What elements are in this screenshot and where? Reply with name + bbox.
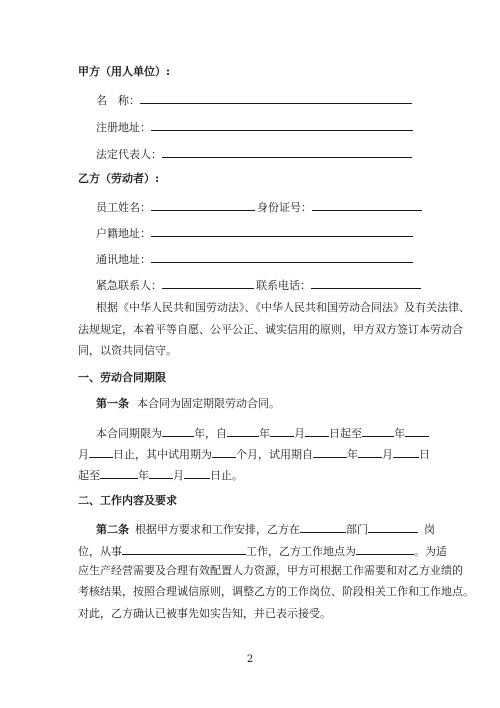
- term-text: 个月，试用期自: [236, 448, 313, 461]
- party-b-household-row: [96, 224, 413, 241]
- article-2-line-4: 考核结果，按照合理诚信原则，调整乙方的工作岗位、阶段相关工作和工作地点。: [78, 585, 474, 598]
- term-text: 本合同期限为: [96, 427, 162, 440]
- term-line-1: [96, 424, 429, 441]
- probation-start-day-blank[interactable]: [393, 445, 419, 458]
- term-text: 日: [419, 448, 430, 461]
- party-b-phone-blank[interactable]: [311, 276, 421, 289]
- term-text: 年: [347, 448, 358, 461]
- term-line-2: [78, 445, 430, 462]
- party-b-name-label: 员工姓名：: [96, 201, 151, 214]
- party-a-rep-blank[interactable]: [162, 145, 412, 158]
- party-b-emergency-blank[interactable]: [162, 276, 254, 289]
- party-a-address-label: 注册地址：: [96, 121, 151, 134]
- end-day-blank[interactable]: [89, 445, 113, 458]
- party-b-mail-blank[interactable]: [151, 250, 413, 263]
- article-2-line-2: [78, 542, 447, 559]
- term-years-blank[interactable]: [162, 424, 194, 437]
- party-b-phone-label: 联系电话：: [256, 279, 311, 292]
- department-blank[interactable]: [300, 520, 346, 533]
- party-b-name-row: [96, 198, 422, 215]
- article-2-text: 。为适: [414, 545, 447, 558]
- party-a-rep-label: 法定代表人：: [96, 148, 162, 161]
- intro-line-1: 根据《中华人民共和国劳动法》、《中华人民共和国劳动合同法》及有关法律、: [96, 301, 470, 314]
- article-2-text: 岗: [424, 523, 435, 536]
- article-2-label: 第二条: [96, 523, 129, 536]
- probation-months-blank[interactable]: [212, 445, 236, 458]
- probation-end-month-blank[interactable]: [149, 466, 173, 479]
- party-b-mail-label: 通讯地址：: [96, 253, 151, 266]
- term-text: 年，自: [194, 427, 227, 440]
- party-a-address-blank[interactable]: [151, 118, 413, 131]
- term-text: 起至: [78, 469, 100, 482]
- article-1-label: 第一条: [96, 397, 129, 410]
- party-b-id-label: 身份证号：: [257, 201, 312, 214]
- party-a-name-row: [96, 91, 412, 108]
- term-text: 日起至: [329, 427, 362, 440]
- term-text: 月: [294, 427, 305, 440]
- page-number: 2: [246, 654, 254, 665]
- party-b-mail-row: [96, 250, 413, 267]
- party-a-name-label: 名 称：: [96, 94, 140, 107]
- probation-start-year-blank[interactable]: [313, 445, 347, 458]
- term-text: 日止，其中试用期为: [113, 448, 212, 461]
- party-b-household-blank[interactable]: [151, 224, 413, 237]
- party-b-emergency-label: 紧急联系人：: [96, 279, 162, 292]
- term-text: 年: [138, 469, 149, 482]
- section-1-heading: 一、劳动合同期限: [78, 371, 166, 384]
- article-2-text: 部门: [346, 523, 368, 536]
- end-month-blank-a[interactable]: [405, 424, 429, 437]
- start-year-blank[interactable]: [227, 424, 259, 437]
- probation-end-day-blank[interactable]: [184, 466, 210, 479]
- party-b-emergency-row: [96, 276, 421, 293]
- intro-line-3: 同，以资共同信守。: [78, 344, 177, 357]
- article-2-text: 根据甲方要求和工作安排，乙方在: [135, 523, 300, 536]
- probation-start-month-blank[interactable]: [358, 445, 382, 458]
- section-2-heading: 二、工作内容及要求: [78, 494, 177, 507]
- article-1-text: 本合同为固定期限劳动合同。: [137, 397, 280, 410]
- term-text: 年: [394, 427, 405, 440]
- position-blank[interactable]: [368, 520, 418, 533]
- party-b-name-blank[interactable]: [151, 198, 255, 211]
- party-a-address-row: [96, 118, 413, 135]
- job-duty-blank[interactable]: [122, 542, 246, 555]
- start-day-blank[interactable]: [305, 424, 329, 437]
- term-line-3: [78, 466, 243, 483]
- article-2-line-1: [96, 520, 435, 537]
- term-text: 月: [78, 448, 89, 461]
- work-location-blank[interactable]: [356, 542, 414, 555]
- probation-end-year-blank[interactable]: [100, 466, 138, 479]
- article-2-text: 工作，乙方工作地点为: [246, 545, 356, 558]
- intro-line-2: 法规规定，本着平等自愿、公平公正、诚实信用的原则，甲方双方签订本劳动合: [78, 323, 463, 336]
- start-month-blank[interactable]: [270, 424, 294, 437]
- term-text: 月: [173, 469, 184, 482]
- party-b-household-label: 户籍地址：: [96, 227, 151, 240]
- article-2-line-5: 对此，乙方确认已被事先如实告知，并已表示接受。: [78, 607, 331, 620]
- party-a-heading: 甲方（用人单位）:: [78, 65, 171, 78]
- party-a-name-blank[interactable]: [140, 91, 412, 104]
- party-b-id-blank[interactable]: [312, 198, 422, 211]
- article-1: [96, 397, 280, 411]
- term-text: 年: [259, 427, 270, 440]
- article-2-text: 位，从事: [78, 545, 122, 558]
- term-text: 日止。: [210, 469, 243, 482]
- term-text: 月: [382, 448, 393, 461]
- party-b-heading: 乙方（劳动者）:: [78, 172, 160, 185]
- article-2-line-3: 应生产经营需要及合理有效配置人力资源，甲方可根据工作需要和对乙方业绩的: [78, 564, 463, 577]
- end-year-blank[interactable]: [362, 424, 394, 437]
- party-a-rep-row: [96, 145, 412, 162]
